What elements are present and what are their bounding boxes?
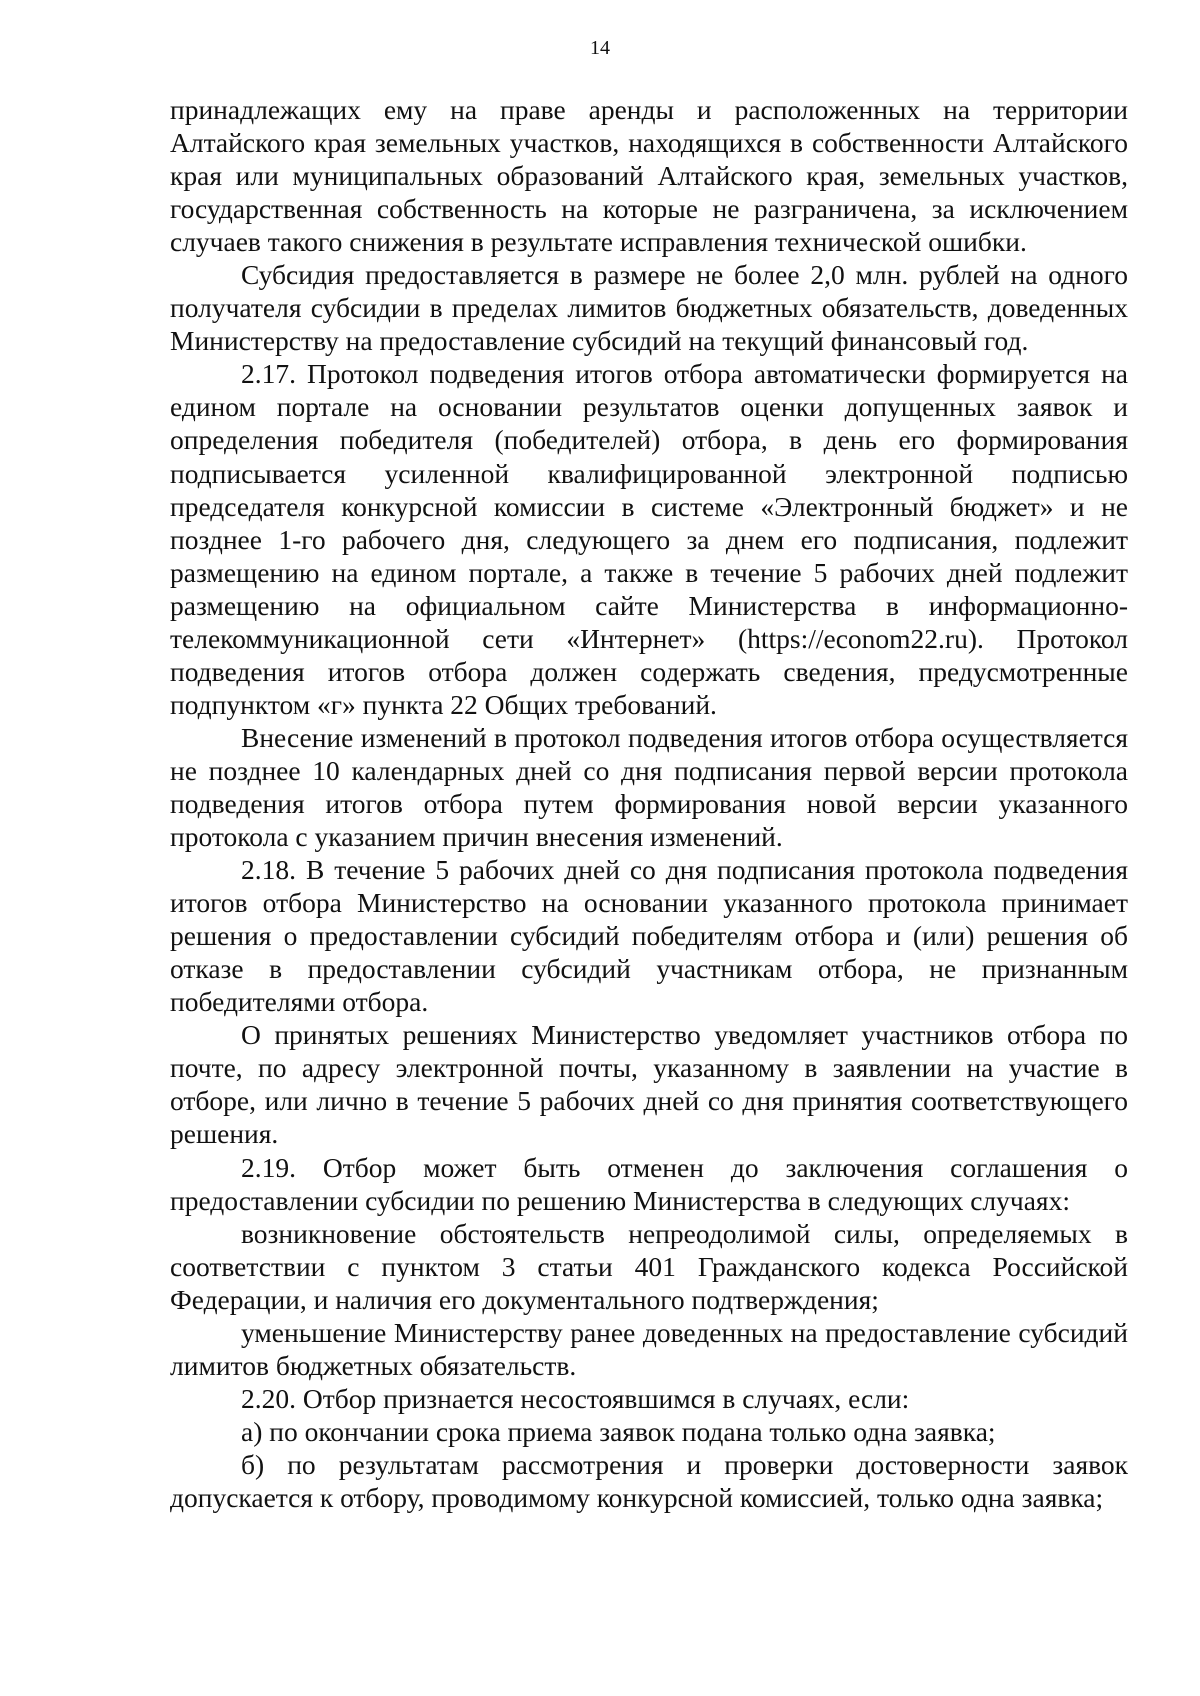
paragraph-item-a: а) по окончании срока приема заявок подана только одна заявка; — [241, 1415, 996, 1447]
page-number: 14 — [590, 37, 610, 59]
paragraph-limits-reduction: уменьшение Министерству ранее доведенных на предоставление субсидий лимитов бюджетных обязательств. — [170, 1316, 1128, 1381]
document-body — [170, 93, 1128, 1514]
paragraph-item-b: б) по результатам рассмотрения и проверки достоверности заявок допускается к отбору, проводимому конкурсной комиссией, только одна заявка; — [170, 1448, 1128, 1513]
paragraph-2-20: 2.20. Отбор признается несостоявшимся в случаях, если: — [241, 1382, 910, 1414]
paragraph-subsidy-amount: Субсидия предоставляется в размере не более 2,0 млн. рублей на одного получателя субсидии в пределах лимитов бюджетных обязательств, доведенных Министерству на предоставление субсидий на текущий финансовый год. — [170, 259, 1128, 357]
paragraph-continuation: принадлежащих ему на праве аренды и расположенных на территории Алтайского края земельных участков, находящихся в собственности Алтайского края или муниципальных образований Алтайского края, земельных участков, государственная собственность на которые не разграничена, за исключением случаев такого снижения в результате исправления технической ошибки. — [170, 94, 1128, 258]
paragraph-2-17: 2.17. Протокол подведения итогов отбора автоматически формируется на едином портале на основании результатов оценки допущенных заявок и определения победителя (победителей) отбора, в день его формирования подписывается усиленной квалифицированной электронной подписью председателя конкурсной комиссии в системе «Электронный бюджет» и не позднее 1-го рабочего дня, следующего за днем его подписания, подлежит размещению на едином портале, а также в течение 5 рабочих дней подлежит размещению на официальном сайте Министерства в информационно-телекоммуникационной сети «Интернет» (https://econom22.ru). Протокол подведения итогов отбора должен содержать сведения, предусмотренные подпунктом «г» пункта 22 Общих требований. — [170, 358, 1128, 720]
paragraph-notification: О принятых решениях Министерство уведомляет участников отбора по почте, по адресу электронной почты, указанному в заявлении на участие в отборе, или лично в течение 5 рабочих дней со дня принятия соответствующего решения. — [170, 1019, 1128, 1150]
paragraph-protocol-changes: Внесение изменений в протокол подведения итогов отбора осуществляется не позднее 10 календарных дней со дня подписания первой версии протокола подведения итогов отбора путем формирования новой версии указанного протокола с указанием причин внесения изменений. — [170, 721, 1128, 853]
paragraph-2-19: 2.19. Отбор может быть отменен до заключения соглашения о предоставлении субсидии по решению Министерства в следующих случаях: — [170, 1151, 1128, 1216]
paragraph-2-18: 2.18. В течение 5 рабочих дней со дня подписания протокола подведения итогов отбора Министерство на основании указанного протокола принимает решения о предоставлении субсидий победителям отбора и (или) решения об отказе в предоставлении субсидий участникам отбора, не признанным победителями отбора. — [170, 854, 1128, 1018]
paragraph-force-majeure: возникновение обстоятельств непреодолимой силы, определяемых в соответствии с пунктом 3 статьи 401 Гражданского кодекса Российской Федерации, и наличия его документального подтверждения; — [170, 1217, 1128, 1315]
